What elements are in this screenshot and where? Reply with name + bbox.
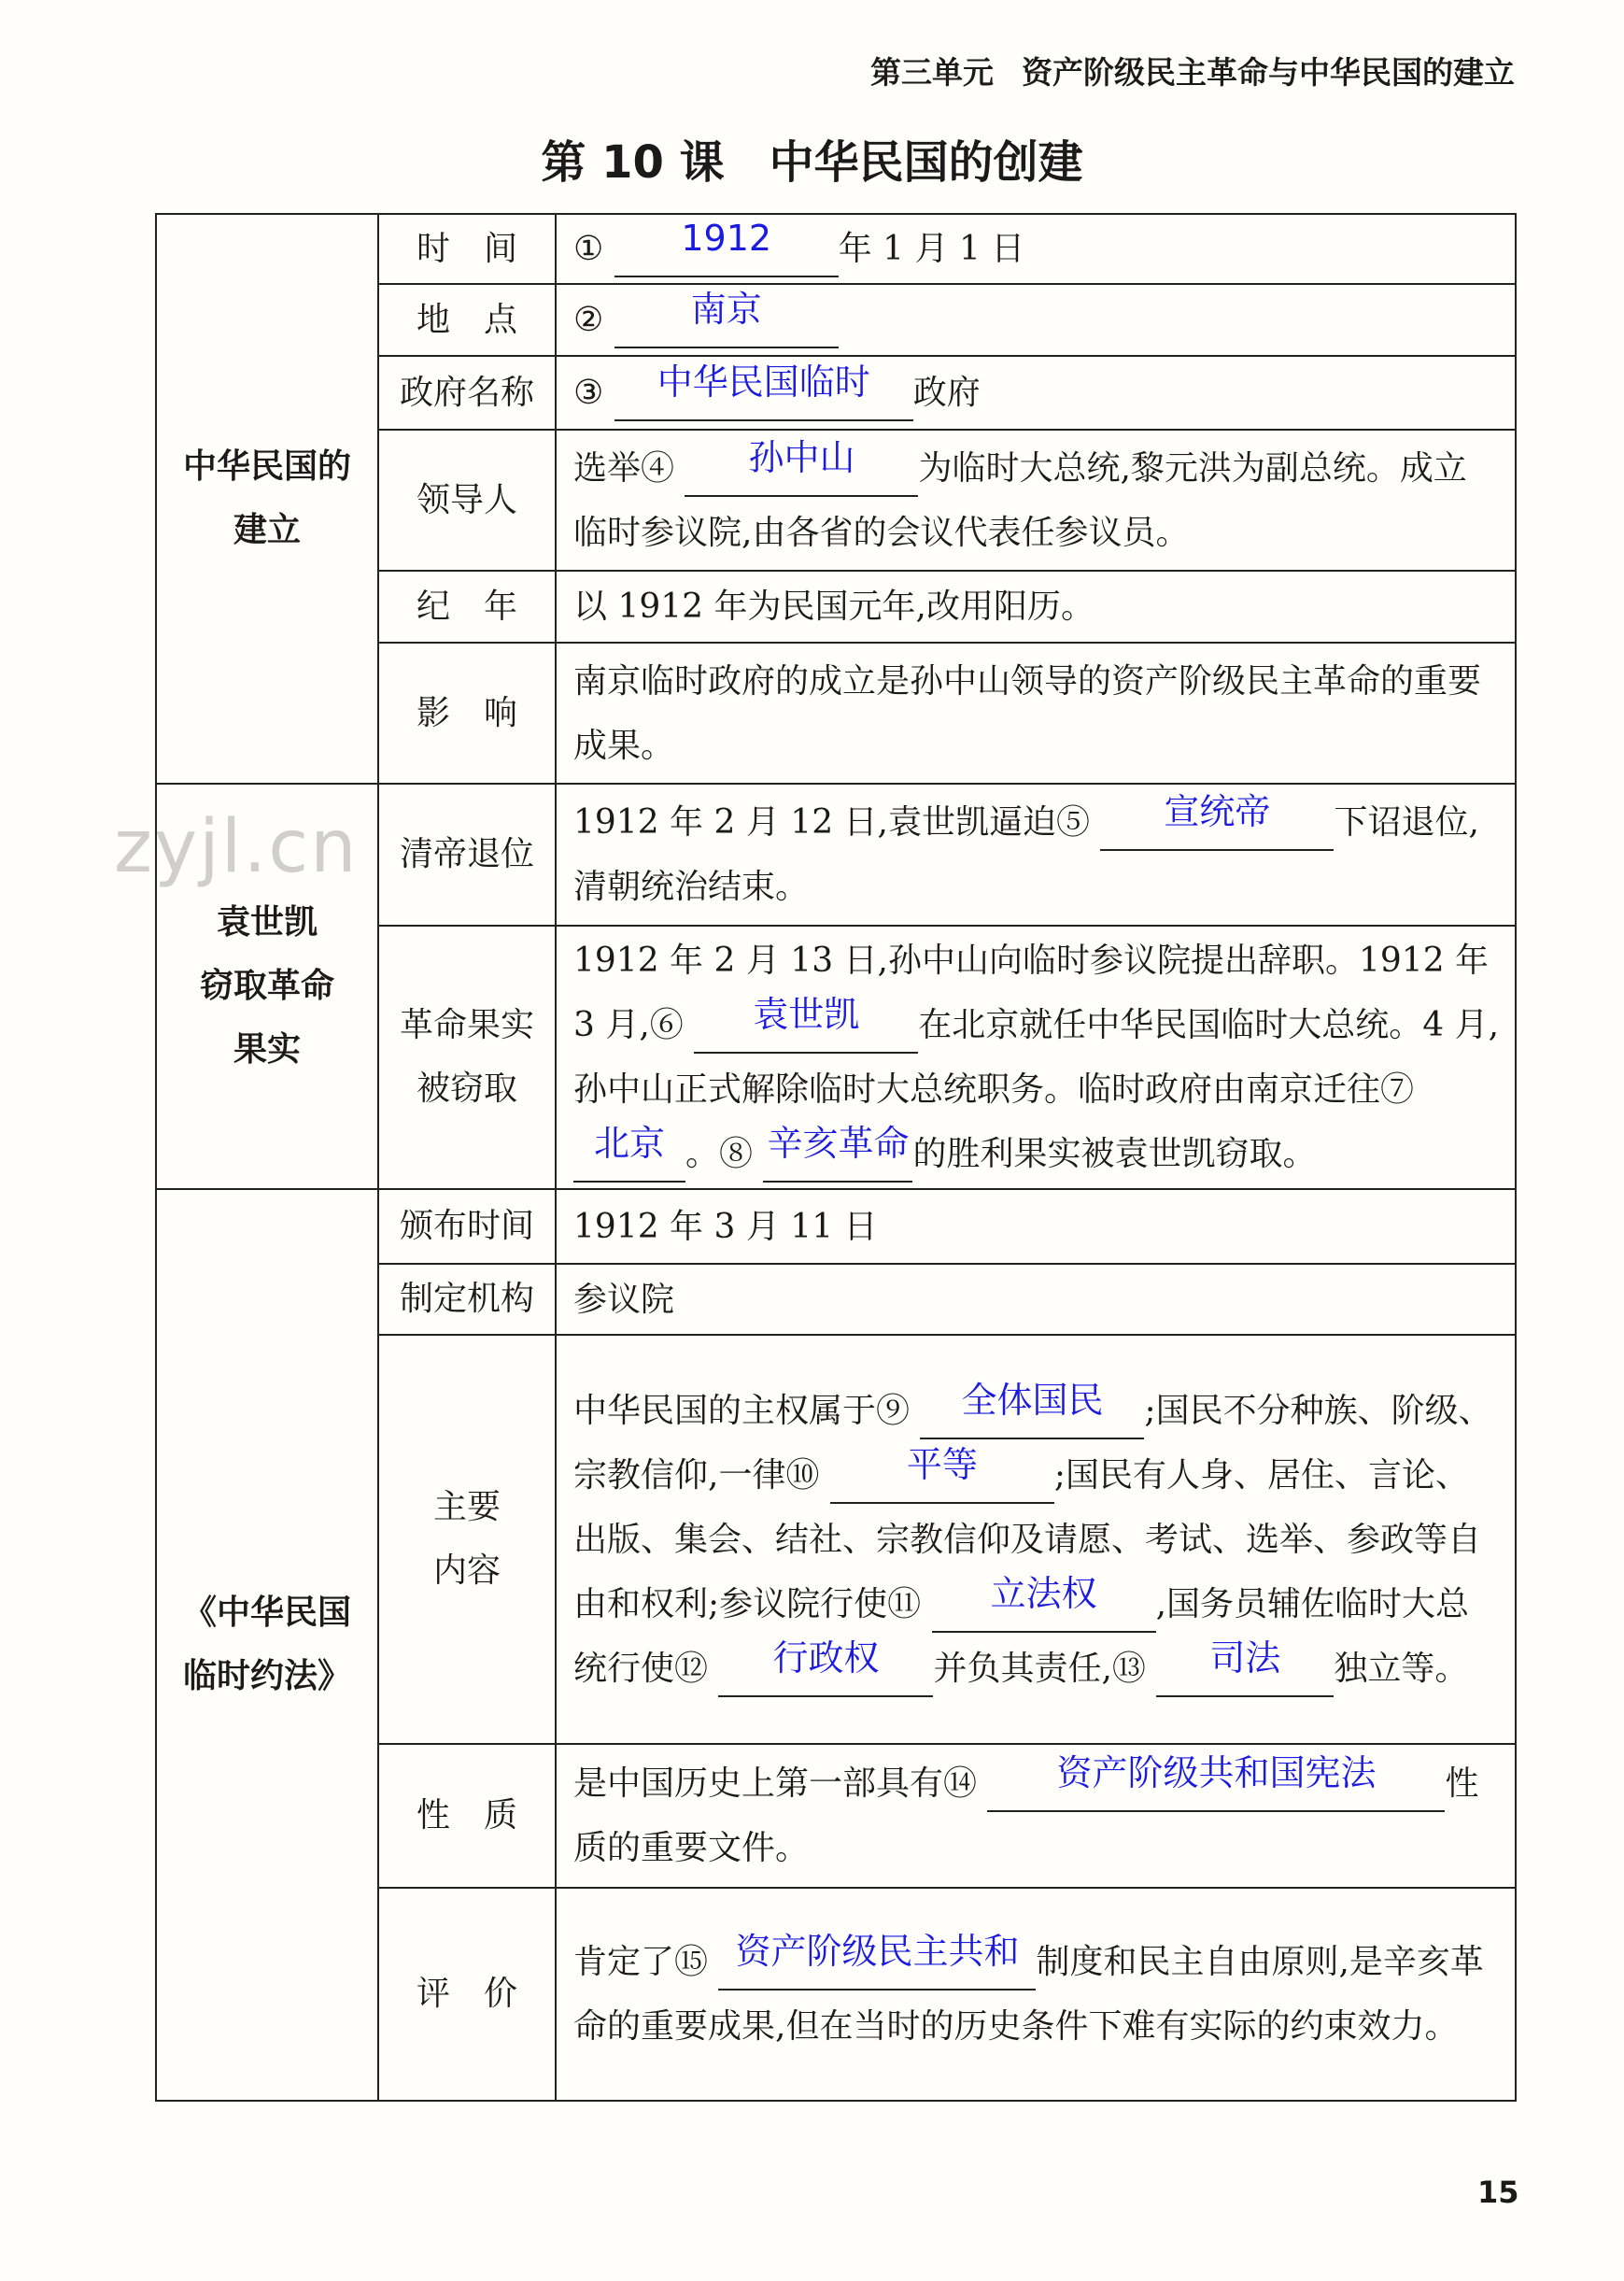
handwritten-answer: 中华民国临时: [657, 361, 870, 403]
content-text: 并负其责任,⑬: [933, 1649, 1157, 1688]
group-label: 袁世凯 窃取革命 果实: [156, 784, 378, 1189]
handwritten-answer: 资产阶级民主共和: [735, 1931, 1020, 1972]
unit-number: 第三单元: [870, 54, 994, 91]
row-label: 制定机构: [378, 1264, 556, 1335]
answer-blank: [718, 1931, 1036, 1991]
row-content: [556, 214, 1516, 284]
table-row: [156, 214, 1516, 284]
row-content: [556, 1335, 1516, 1744]
content-text: 选举④: [573, 448, 685, 488]
content-text: ;国民不分种族、阶级、宗教信仰,一律⑩: [573, 1391, 1492, 1495]
handwritten-answer: 司法: [1209, 1636, 1281, 1679]
content-text: ;国民有人身、居住、言论、出版、集会、结社、宗教信仰及请愿、考试、选举、参政等自由和权利;参议院行使⑪: [573, 1455, 1482, 1623]
row-content: [556, 643, 1516, 784]
watermark: zyjl.cn: [114, 805, 359, 889]
row-label: 性 质: [378, 1744, 556, 1888]
answer-blank: [920, 1379, 1144, 1439]
content-text: 以 1912 年为民国元年,改用阳历。: [573, 588, 1094, 626]
row-content: [556, 356, 1516, 430]
content-text: 的胜利果实被袁世凯窃取。: [912, 1135, 1317, 1173]
content-text: ①: [573, 230, 614, 268]
handwritten-answer: 辛亥革命: [767, 1123, 910, 1164]
content-text: 肯定了⑮: [573, 1943, 719, 1981]
lesson-name: 中华民国的创建: [769, 136, 1083, 189]
content-text: 在北京就任中华民国临时大总统。4 月,孙中山正式解除临时大总统职务。临时政府由南京迁往⑦: [573, 1006, 1500, 1109]
content-text: 1912 年 2 月 12 日,袁世凯逼迫⑤: [573, 803, 1101, 842]
row-content: [556, 784, 1516, 926]
row-label: 领导人: [378, 430, 556, 571]
answer-blank: [614, 361, 913, 421]
row-label: 清帝退位: [378, 784, 556, 926]
content-text: 制度和民主自由原则,是辛亥革命的重要成果,但在当时的历史条件下难有实际的约束效力。: [573, 1943, 1484, 2046]
handwritten-answer: 资产阶级共和国宪法: [1056, 1752, 1377, 1793]
unit-header: [870, 49, 1515, 92]
handwritten-answer: 行政权: [772, 1636, 880, 1679]
handwritten-answer: 1912: [681, 218, 772, 259]
handwritten-answer: 北京: [593, 1123, 665, 1164]
table-row: [156, 1189, 1516, 1264]
content-text: ③: [573, 374, 614, 412]
answer-blank: [763, 1123, 912, 1183]
answer-blank: [573, 1123, 685, 1183]
answer-blank: [694, 994, 918, 1054]
content-text: 政府: [912, 374, 981, 412]
content-text: 年 1 月 1 日: [838, 230, 1025, 268]
answer-blank: [932, 1572, 1156, 1633]
row-content: [556, 284, 1516, 356]
row-label: 主要 内容: [378, 1335, 556, 1744]
answer-blank: [685, 436, 918, 497]
content-text: 是中国历史上第一部具有⑭: [573, 1764, 988, 1803]
group-label: 中华民国的 建立: [156, 214, 378, 784]
handwritten-answer: 袁世凯: [753, 994, 860, 1035]
row-label: 地 点: [378, 284, 556, 356]
answer-blank: [1100, 791, 1334, 851]
content-text: 独立等。: [1334, 1649, 1469, 1688]
row-content: [556, 1189, 1516, 1264]
handwritten-answer: 宣统帝: [1164, 791, 1271, 832]
answer-blank: [1156, 1636, 1334, 1697]
content-text: 参议院: [573, 1280, 675, 1319]
page-number: 15: [1477, 2175, 1519, 2210]
summary-table: [155, 213, 1517, 2102]
content-text: ②: [573, 301, 614, 339]
handwritten-answer: 全体国民: [961, 1379, 1104, 1421]
row-content: [556, 926, 1516, 1189]
handwritten-answer: 平等: [906, 1443, 978, 1485]
row-content: [556, 430, 1516, 571]
row-label: 革命果实 被窃取: [378, 926, 556, 1189]
content-text: 为临时大总统,黎元洪为副总统。成立临时参议院,由各省的会议代表任参议员。: [573, 448, 1467, 552]
group-label: 《中华民国 临时约法》: [156, 1189, 378, 2101]
row-label: 影 响: [378, 643, 556, 784]
answer-blank: [614, 289, 839, 348]
content-text: 中华民国的主权属于⑨: [573, 1391, 921, 1430]
content-text: 性质的重要文件。: [573, 1764, 1479, 1867]
content-text: 1912 年 2 月 13 日,孙中山向临时参议院提出辞职。1912 年 3 月,⑥: [573, 942, 1490, 1044]
content-text: 。⑧: [685, 1135, 764, 1173]
handwritten-answer: 孙中山: [748, 436, 855, 478]
row-label: 纪 年: [378, 571, 556, 643]
handwritten-answer: 立法权: [990, 1572, 1097, 1614]
content-text: 南京临时政府的成立是孙中山领导的资产阶级民主革命的重要成果。: [573, 661, 1482, 765]
row-label: 时 间: [378, 214, 556, 284]
answer-blank: [987, 1752, 1445, 1812]
lesson-number: 第 10 课: [541, 136, 725, 189]
row-content: [556, 1744, 1516, 1888]
row-content: [556, 1264, 1516, 1335]
handwritten-answer: 南京: [690, 289, 762, 330]
lesson-title: [0, 126, 1624, 191]
content-text: 下诏退位,清朝统治结束。: [573, 803, 1479, 906]
answer-blank: [718, 1636, 933, 1697]
row-label: 颁布时间: [378, 1189, 556, 1264]
row-content: [556, 1888, 1516, 2101]
content-text: ,国务员辅佐临时大总统行使⑫: [573, 1584, 1470, 1688]
answer-blank: [614, 218, 839, 277]
row-label: 政府名称: [378, 356, 556, 430]
unit-title: 资产阶级民主革命与中华民国的建立: [1022, 54, 1515, 91]
table-row: [156, 784, 1516, 926]
row-label: 评 价: [378, 1888, 556, 2101]
row-content: [556, 571, 1516, 643]
answer-blank: [830, 1443, 1054, 1504]
content-text: 1912 年 3 月 11 日: [573, 1207, 878, 1246]
